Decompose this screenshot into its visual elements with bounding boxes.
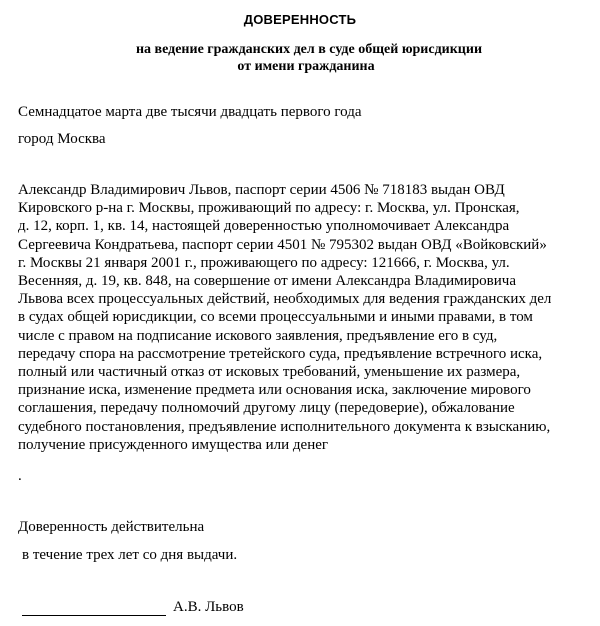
stray-dot: . bbox=[18, 468, 22, 484]
issue-city: город Москва bbox=[18, 131, 106, 147]
document-subtitle bbox=[0, 41, 600, 75]
document-title: ДОВЕРЕННОСТЬ bbox=[243, 12, 357, 27]
body-line: получение присужденного имущества или денег bbox=[18, 436, 329, 453]
validity-period: в течение трех лет со дня выдачи. bbox=[22, 547, 238, 563]
body-line: признание иска, изменение предмета или основания иска, заключение мирового bbox=[18, 382, 531, 399]
body-paragraph bbox=[18, 181, 598, 454]
body-line: в судах общей юрисдикции, со всеми процессуальными и иными правами, в том bbox=[18, 309, 533, 326]
body-line: г. Москвы 21 января 2001 г., проживающего по адресу: 121666, г. Москва, ул. bbox=[18, 254, 510, 271]
body-line: Кировского р-на г. Москвы, проживающий по адресу: г. Москва, ул. Пронская, bbox=[18, 200, 520, 217]
body-line: Львова всех процессуальных действий, необходимых для ведения гражданских дел bbox=[18, 291, 552, 308]
validity-statement: Доверенность действительна bbox=[18, 519, 205, 535]
body-line: числе с правом на подписание искового заявления, предъявление его в суд, bbox=[18, 327, 498, 344]
body-line: передачу спора на рассмотрение третейского суда, предъявление встречного иска, bbox=[18, 345, 543, 362]
body-line: судебного постановления, предъявление исполнительного документа к взысканию, bbox=[18, 418, 551, 435]
signatory-name: А.В. Львов bbox=[173, 599, 244, 615]
subtitle-line-1: на ведение гражданских дел в суде общей юрисдикции bbox=[135, 42, 483, 57]
subtitle-line-2: от имени гражданина bbox=[237, 59, 375, 74]
body-line: соглашения, передачу полномочий другому лицу (передоверие), обжалование bbox=[18, 400, 515, 417]
body-line: полный или частичный отказ от исковых требований, уменьшение их размера, bbox=[18, 364, 521, 381]
body-line: Сергеевича Кондратьева, паспорт серии 4501 № 795302 выдан ОВД «Войковский» bbox=[18, 236, 547, 253]
body-line: Александр Владимирович Львов, паспорт серии 4506 № 718183 выдан ОВД bbox=[18, 182, 505, 198]
issue-date: Семнадцатое марта две тысячи двадцать первого года bbox=[18, 104, 362, 120]
body-line: Весенняя, д. 19, кв. 848, на совершение от имени Александра Владимировича bbox=[18, 273, 516, 290]
signature-block bbox=[22, 599, 244, 616]
body-line: д. 12, корп. 1, кв. 14, настоящей доверенностью уполномочивает Александра bbox=[18, 218, 510, 235]
signature-line bbox=[22, 601, 166, 616]
